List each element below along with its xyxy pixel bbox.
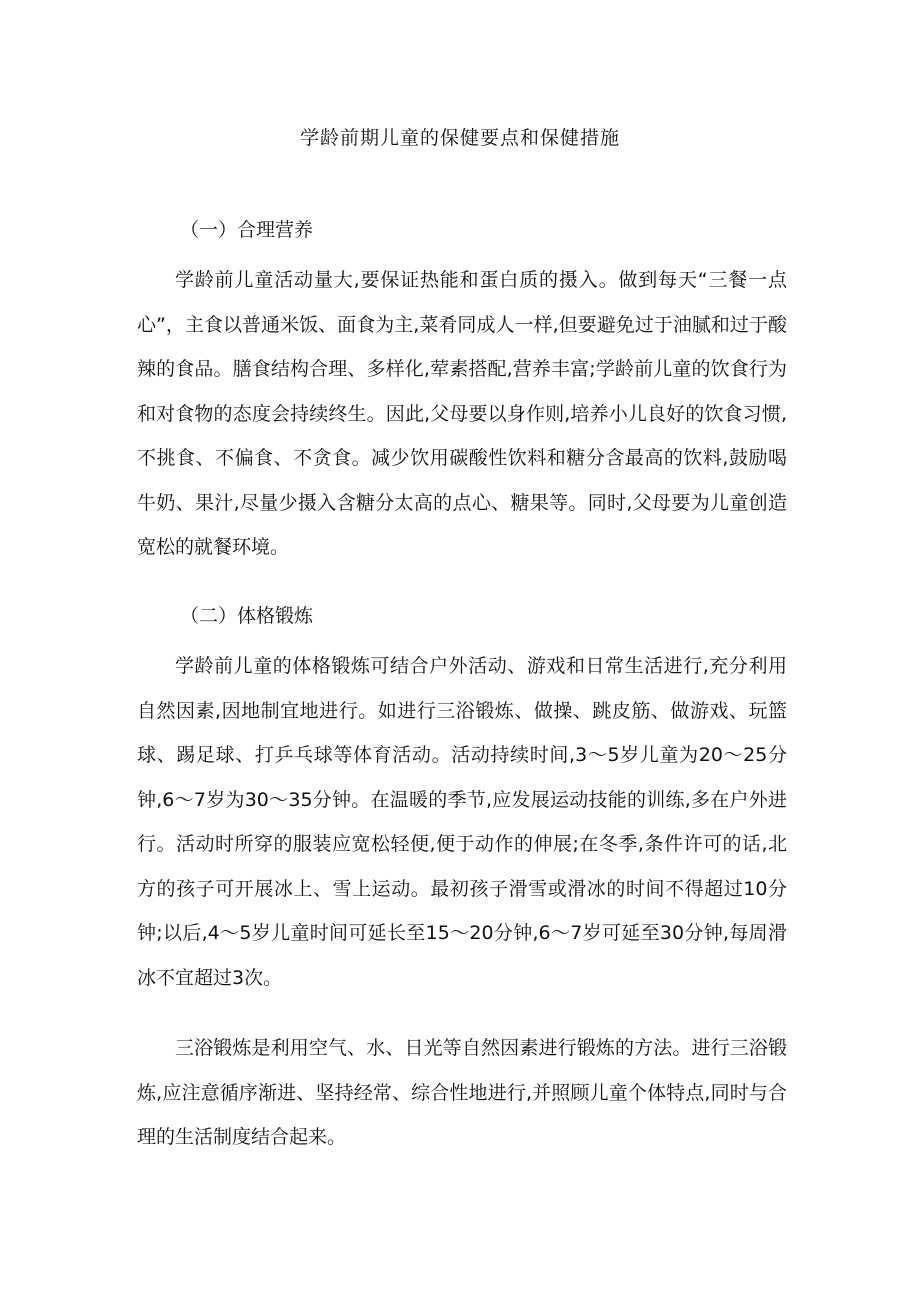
document-title: 学龄前期儿童的保健要点和保健措施 (299, 127, 620, 149)
section-heading-exercise: （二）体格锻炼 (180, 605, 314, 627)
section-heading-nutrition: （一）合理营养 (180, 219, 314, 241)
paragraph-nutrition: 学龄前儿童活动量大,要保证热能和蛋白质的摄入。做到每天“三餐一点心”，主食以普通米饭、面食为主,菜肴同成人一样,但要避免过于油腻和过于酸辣的食品。膳食结构合理、多样化,荤素搭配,营养丰富;学龄前儿童的饮食行为和对食物的态度会持续终生。因此,父母要以身作则,培养小儿良好的饮食习惯,不挑食、不偏食、不贪食。减少饮用碳酸性饮料和糖分含最高的饮料,鼓励喝牛奶、果汁,尽量少摄入含糖分太高的点心、糖果等。同时,父母要为儿童创造宽松的就餐环境。 (137, 269, 787, 558)
paragraph-exercise: 学龄前儿童的体格锻炼可结合户外活动、游戏和日常生活进行,充分利用自然因素,因地制宜地进行。如进行三浴锻炼、做操、跳皮筋、做游戏、玩篮球、踢足球、打乒乓球等体育活动。活动持续时间,3～5岁儿童为20～25分钟,6～7岁为30～35分钟。在温暖的季节,应发展运动技能的训练,多在户外进行。活动时所穿的服装应宽松轻便,便于动作的伸展;在冬季,条件许可的话,北方的孩子可开展冰上、雪上运动。最初孩子滑雪或滑冰的时间不得超过10分钟;以后,4～5岁儿童时间可延长至15～20分钟,6～7岁可延至30分钟,每周滑冰不宜超过3次。 (137, 655, 787, 989)
paragraph-three-baths: 三浴锻炼是利用空气、水、日光等自然因素进行锻炼的方法。进行三浴锻炼,应注意循序渐进、坚持经常、综合性地进行,并照顾儿童个体特点,同时与合理的生活制度结合起来。 (137, 1037, 787, 1148)
